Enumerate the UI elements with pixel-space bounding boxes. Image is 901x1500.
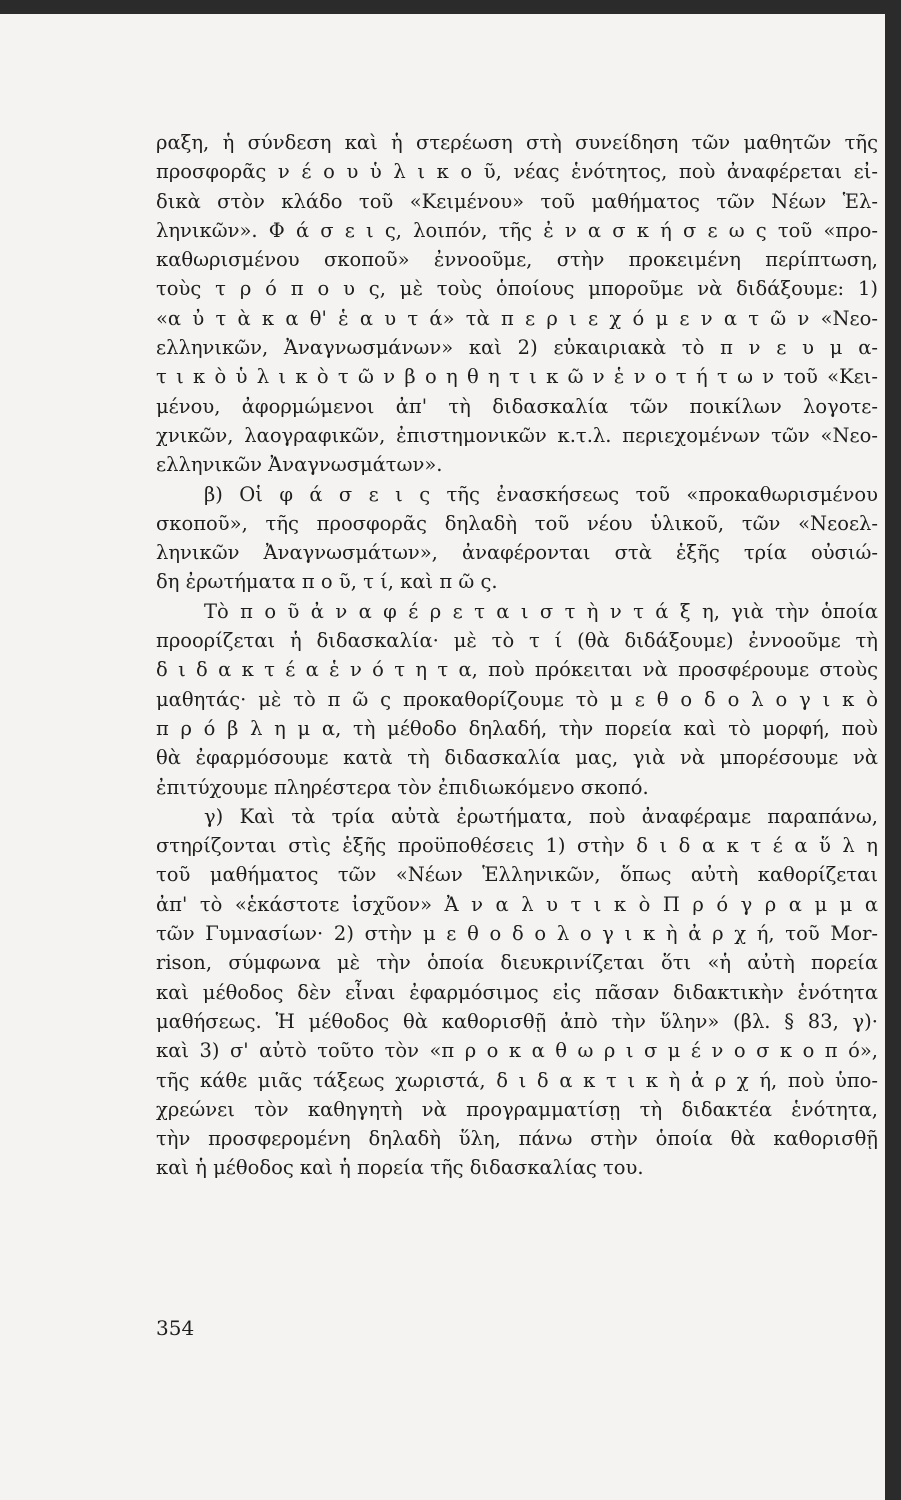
text-line: καὶ ἡ μέθοδος καὶ ἡ πορεία τῆς διδασκαλίας του.: [156, 1156, 644, 1180]
text-line: προορίζεται ἡ διδασκαλία· μὲ τὸ τ ί (θὰ διδάξουμε) ἐννοοῦμε τὴ: [156, 629, 878, 653]
text-line: π ρ ό β λ η μ α, τὴ μέθοδο δηλαδή, τὴν πορεία καὶ τὸ μορφή, ποὺ: [156, 716, 878, 740]
text-line: καὶ 3) σ' αὐτὸ τοῦτο τὸν «π ρ ο κ α θ ω ρ ι σ μ έ ν ο σ κ ο π ό»,: [156, 1039, 878, 1063]
text-line: β) Οἱ φ ά σ ε ι ς τῆς ἐνασκήσεως τοῦ «προκαθωρισμένου: [204, 482, 878, 506]
text-line: τῶν Γυμνασίων· 2) στὴν μ ε θ ο δ ο λ ο γ ι κ ὴ ἀ ρ χ ή, τοῦ Mor-: [156, 922, 878, 946]
text-line: μαθήσεως. Ἡ μέθοδος θὰ καθορισθῇ ἀπὸ τὴν ὕλην» (βλ. § 83, γ)·: [156, 1009, 878, 1033]
text-line: rison, σύμφωνα μὲ τὴν ὁποία διευκρινίζεται ὅτι «ἡ αὐτὴ πορεία: [156, 951, 878, 975]
text-line: ἀπ' τὸ «ἑκάστοτε ἰσχῦον» Ἀ ν α λ υ τ ι κ ὸ Π ρ ό γ ρ α μ μ α: [156, 892, 878, 916]
text-line: ληνικῶν». Φ ά σ ε ι ς, λοιπόν, τῆς ἐ ν α σ κ ή σ ε ω ς τοῦ «προ-: [156, 218, 878, 242]
text-line: ἐπιτύχουμε πληρέστερα τὸν ἐπιδιωκόμενο σκοπό.: [156, 775, 649, 799]
scan-border-right: [885, 0, 901, 1500]
text-line: θὰ ἐφαρμόσουμε κατὰ τὴ διδασκαλία μας, γιὰ νὰ μπορέσουμε νὰ: [156, 746, 878, 770]
text-line: «α ὐ τ ὰ κ α θ' ἑ α υ τ ά» τὰ π ε ρ ι ε χ ό μ ε ν α τ ῶ ν «Νεο-: [156, 306, 878, 330]
text-line: δ ι δ α κ τ έ α ἑ ν ό τ η τ α, ποὺ πρόκειται νὰ προσφέρουμε στοὺς: [156, 658, 878, 682]
text-line: χρεώνει τὸν καθηγητὴ νὰ προγραμματίσῃ τὴ διδακτέα ἑνότητα,: [156, 1097, 878, 1121]
text-line: καὶ μέθοδος δὲν εἶναι ἐφαρμόσιμος εἰς πᾶσαν διδακτικὴν ἑνότητα: [156, 980, 878, 1004]
text-line: τοῦ μαθήματος τῶν «Νέων Ἑλληνικῶν, ὅπως αὐτὴ καθορίζεται: [156, 863, 878, 887]
text-line: ληνικῶν Ἀναγνωσμάτων», ἀναφέρονται στὰ ἑξῆς τρία οὐσιώ-: [156, 541, 878, 565]
text-line: τὴν προσφερομένη δηλαδὴ ὕλη, πάνω στὴν ὁποία θὰ καθορισθῇ: [156, 1127, 878, 1151]
text-line: καθωρισμένου σκοποῦ» ἐννοοῦμε, στὴν προκειμένη περίπτωση,: [156, 248, 878, 272]
text-line: δικὰ στὸν κλάδο τοῦ «Κειμένου» τοῦ μαθήματος τῶν Νέων Ἑλ-: [156, 189, 878, 213]
text-line: τῆς κάθε μιᾶς τάξεως χωριστά, δ ι δ α κ τ ι κ ὴ ἀ ρ χ ή, ποὺ ὑπο-: [156, 1068, 878, 1092]
text-line: μένου, ἀφορμώμενοι ἀπ' τὴ διδασκαλία τῶν ποικίλων λογοτε-: [156, 394, 878, 418]
text-line: τοὺς τ ρ ό π ο υ ς, μὲ τοὺς ὁποίους μποροῦμε νὰ διδάξουμε: 1): [156, 277, 878, 301]
text-line: μαθητάς· μὲ τὸ π ῶ ς προκαθορίζουμε τὸ μ ε θ ο δ ο λ ο γ ι κ ὸ: [156, 687, 878, 711]
scan-border-top: [0, 0, 901, 14]
body-text: [156, 128, 878, 1183]
text-line: ελληνικῶν Ἀναγνωσμάτων».: [156, 453, 443, 477]
text-line: ελληνικῶν, Ἀναγνωσμάνων» καὶ 2) εὐκαιριακὰ τὸ π ν ε υ μ α-: [156, 336, 878, 360]
text-line: Τὸ π ο ῦ ἀ ν α φ έ ρ ε τ α ι σ τ ὴ ν τ ά ξ η, γιὰ τὴν ὁποία: [204, 599, 878, 623]
text-line: στηρίζονται στὶς ἑξῆς προϋποθέσεις 1) στὴν δ ι δ α κ τ έ α ὕ λ η: [156, 834, 878, 858]
text-line: γ) Καὶ τὰ τρία αὐτὰ ἐρωτήματα, ποὺ ἀναφέραμε παραπάνω,: [204, 804, 878, 828]
text-line: χνικῶν, λαογραφικῶν, ἐπιστημονικῶν κ.τ.λ. περιεχομένων τῶν «Νεο-: [156, 423, 878, 447]
text-line: τ ι κ ὸ ὑ λ ι κ ὸ τ ῶ ν β ο η θ η τ ι κ ῶ ν ἑ ν ο τ ή τ ω ν τοῦ «Κει-: [156, 365, 878, 389]
text-line: δη ἐρωτήματα π ο ῦ, τ ί, καὶ π ῶ ς.: [156, 570, 498, 594]
text-line: προσφορᾶς ν έ ο υ ὑ λ ι κ ο ῦ, νέας ἑνότητος, ποὺ ἀναφέρεται εἰ-: [156, 160, 878, 184]
text-line: σκοποῦ», τῆς προσφορᾶς δηλαδὴ τοῦ νέου ὑλικοῦ, τῶν «Νεοελ-: [156, 511, 878, 535]
page-number: 354: [156, 1316, 195, 1340]
text-line: ραξη, ἡ σύνδεση καὶ ἡ στερέωση στὴ συνείδηση τῶν μαθητῶν τῆς: [156, 131, 878, 154]
